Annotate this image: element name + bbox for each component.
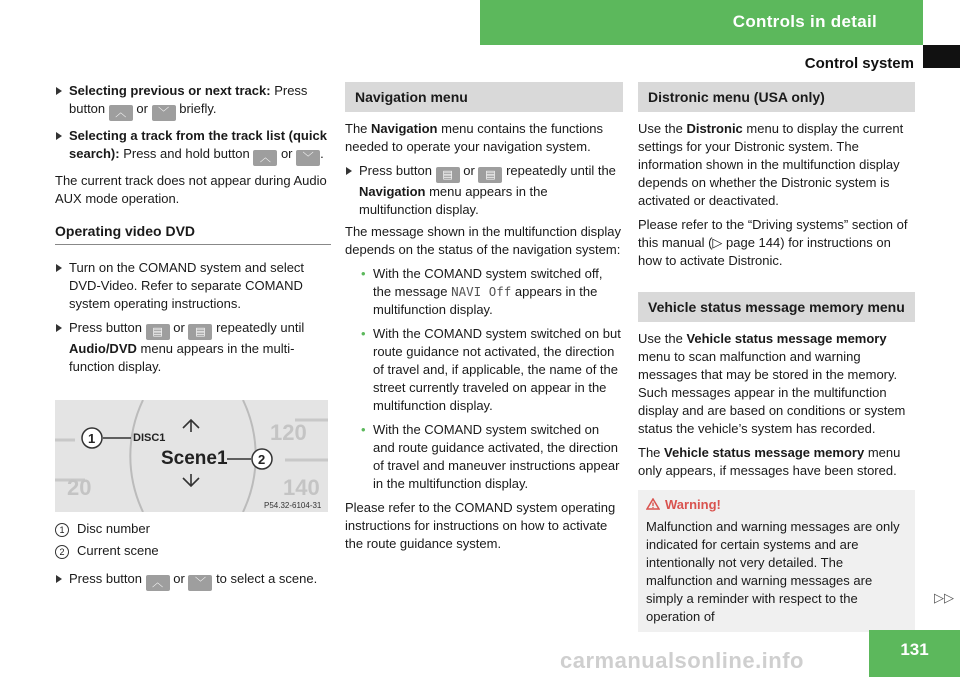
bullet-item: • With the COMAND system switched on and route guidance activated, the direction of travel and maneuver instructions appear in the multifunction display.: [361, 421, 623, 493]
header-bar: [480, 0, 923, 45]
up-button-icon: ︿: [146, 575, 170, 591]
column-2: [345, 82, 623, 559]
section-title: Controls in detail: [732, 12, 877, 31]
subsection-title: Control system: [804, 55, 914, 72]
svg-text:2: 2: [258, 452, 266, 467]
paragraph: The Vehicle status message memory menu only appears, if messages have been stored.: [638, 445, 901, 478]
subheading-video-dvd: Operating video DVD: [55, 222, 331, 245]
speed-20: 20: [67, 475, 92, 500]
warning-triangle-icon: [646, 498, 660, 510]
warning-heading: Warning!: [646, 496, 907, 514]
svg-text:1: 1: [88, 431, 96, 446]
paragraph: The current track does not appear during Audio AUX mode operation.: [55, 173, 327, 206]
heading-navigation-menu: Navigation menu: [345, 82, 623, 112]
column-1: [55, 82, 331, 597]
down-button-icon: ﹀: [296, 150, 320, 166]
header-tab: [923, 45, 960, 68]
figure-ref: P54.32-6104-31: [264, 501, 322, 510]
display-figure: [55, 400, 328, 512]
paragraph: The Navigation menu contains the functions needed to operate your navigation system.: [345, 121, 604, 154]
up-button-icon: ︿: [253, 150, 277, 166]
display-illustration: [55, 400, 328, 512]
heading-distronic-menu: Distronic menu (USA only): [638, 82, 915, 112]
paragraph: The message shown in the multifunction display depends on the status of the navigation system:: [345, 224, 622, 257]
step-press-button: Press button ▤ or ▤ repeatedly until Audio/DVD menu appears in the multi-function display.: [55, 319, 331, 376]
warning-box: [638, 490, 915, 632]
legend-item: 1 Disc number: [55, 520, 331, 538]
menu-button-icon: ▤: [188, 324, 212, 340]
menu-button-icon: ▤: [146, 324, 170, 340]
disc-label: DISC1: [133, 432, 166, 444]
bullet-item: • With the COMAND system switched off, the message NAVI Off appears in the multifunction display.: [361, 265, 623, 319]
display-message: NAVI Off: [451, 284, 512, 299]
warning-text: Malfunction and warning messages are only indicated for certain systems and are intentionally not very detailed. The malfunction and warning messages are simply a reminder with respect to the operation of: [646, 519, 900, 624]
page-number: 131: [869, 630, 960, 677]
scene-label: Scene1: [161, 448, 228, 469]
paragraph: Please refer to the “Driving systems” section of this manual (▷ page 144) for instructions on how to activate Distronic.: [638, 217, 908, 268]
step-select-scene: Press button ︿ or ﹀ to select a scene.: [55, 570, 331, 591]
watermark: carmanualsonline.info: [560, 648, 804, 673]
down-button-icon: ﹀: [188, 575, 212, 591]
bullet-item: • With the COMAND system switched on but route guidance not activated, the direction of travel and, if applicable, the name of the street currently traveled on appear in the multifunction display.: [361, 325, 623, 415]
continue-icon: ▷▷: [934, 590, 954, 605]
paragraph: Use the Vehicle status message memory menu to scan malfunction and warning messages that may be stored in the memory. Such messages appear in the multifunction display and are based on conditions or system status the vehicle’s system has recorded.: [638, 331, 906, 436]
step-select-track: Selecting previous or next track: Press button ︿ or ﹀ briefly.: [55, 82, 331, 121]
step-turn-on: Turn on the COMAND system and select DVD-Video. Refer to separate COMAND system operating instructions.: [55, 259, 331, 313]
heading-vehicle-status-menu: Vehicle status message memory menu: [638, 292, 915, 322]
speed-120: 120: [270, 420, 307, 445]
menu-button-icon: ▤: [478, 167, 502, 183]
down-button-icon: ﹀: [152, 105, 176, 121]
step-quick-search: Selecting a track from the track list (quick search): Press and hold button ︿ or ﹀ .: [55, 127, 331, 166]
legend-item: 2 Current scene: [55, 542, 331, 560]
speed-140: 140: [283, 475, 320, 500]
up-button-icon: ︿: [109, 105, 133, 121]
paragraph: Use the Distronic menu to display the current settings for your Distronic system. The information shown in the multifunction display depends on whether the Distronic system is activated or deactivated.: [638, 121, 904, 208]
column-3: [638, 82, 915, 632]
menu-button-icon: ▤: [436, 167, 460, 183]
step-press-button: Press button ▤ or ▤ repeatedly until the Navigation menu appears in the multifunction display.: [345, 162, 623, 219]
paragraph: Please refer to the COMAND system operating instructions for instructions on how to activate the route guidance system.: [345, 500, 616, 551]
